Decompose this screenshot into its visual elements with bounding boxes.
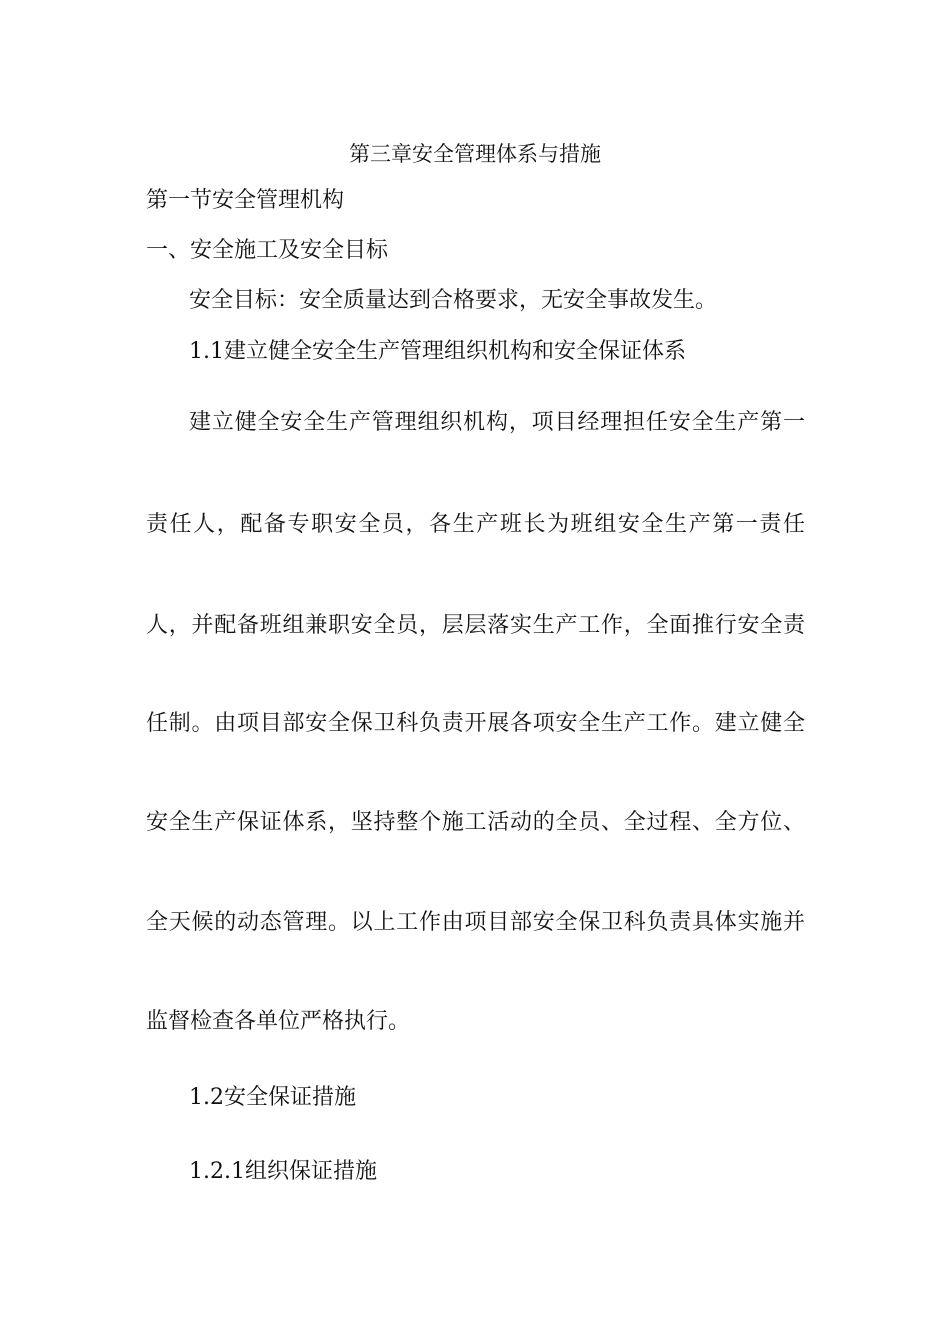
chapter-title: 第三章安全管理体系与措施 [349,142,601,166]
subsection-title: 一、安全施工及安全目标 [146,238,389,263]
paragraph-line-7: 监督检查各单位严格执行。 [146,1009,411,1034]
section-title: 第一节安全管理机构 [146,188,345,213]
paragraph-line-4: 任制。由项目部安全保卫科负责开展各项安全生产工作。建立健全 [146,711,805,736]
paragraph-line-1: 建立健全安全生产管理组织机构，项目经理担任安全生产第一 [189,410,805,435]
paragraph-line-5: 安全生产保证体系，坚持整个施工活动的全员、全过程、全方位、 [146,810,805,835]
paragraph-line-6: 全天候的动态管理。以上工作由项目部安全保卫科负责具体实施并 [146,910,805,935]
heading-1-1: 1.1建立健全安全生产管理组织机构和安全保证体系 [189,339,686,364]
heading-1-2: 1.2安全保证措施 [189,1085,356,1110]
paragraph-line-3: 人，并配备班组兼职安全员，层层落实生产工作，全面推行安全责 [146,613,805,638]
paragraph-line-2: 责任人，配备专职安全员，各生产班长为班组安全生产第一责任 [146,512,805,537]
safety-goal-text: 安全目标：安全质量达到合格要求，无安全事故发生。 [189,288,718,313]
heading-1-2-1: 1.2.1组织保证措施 [189,1159,377,1184]
